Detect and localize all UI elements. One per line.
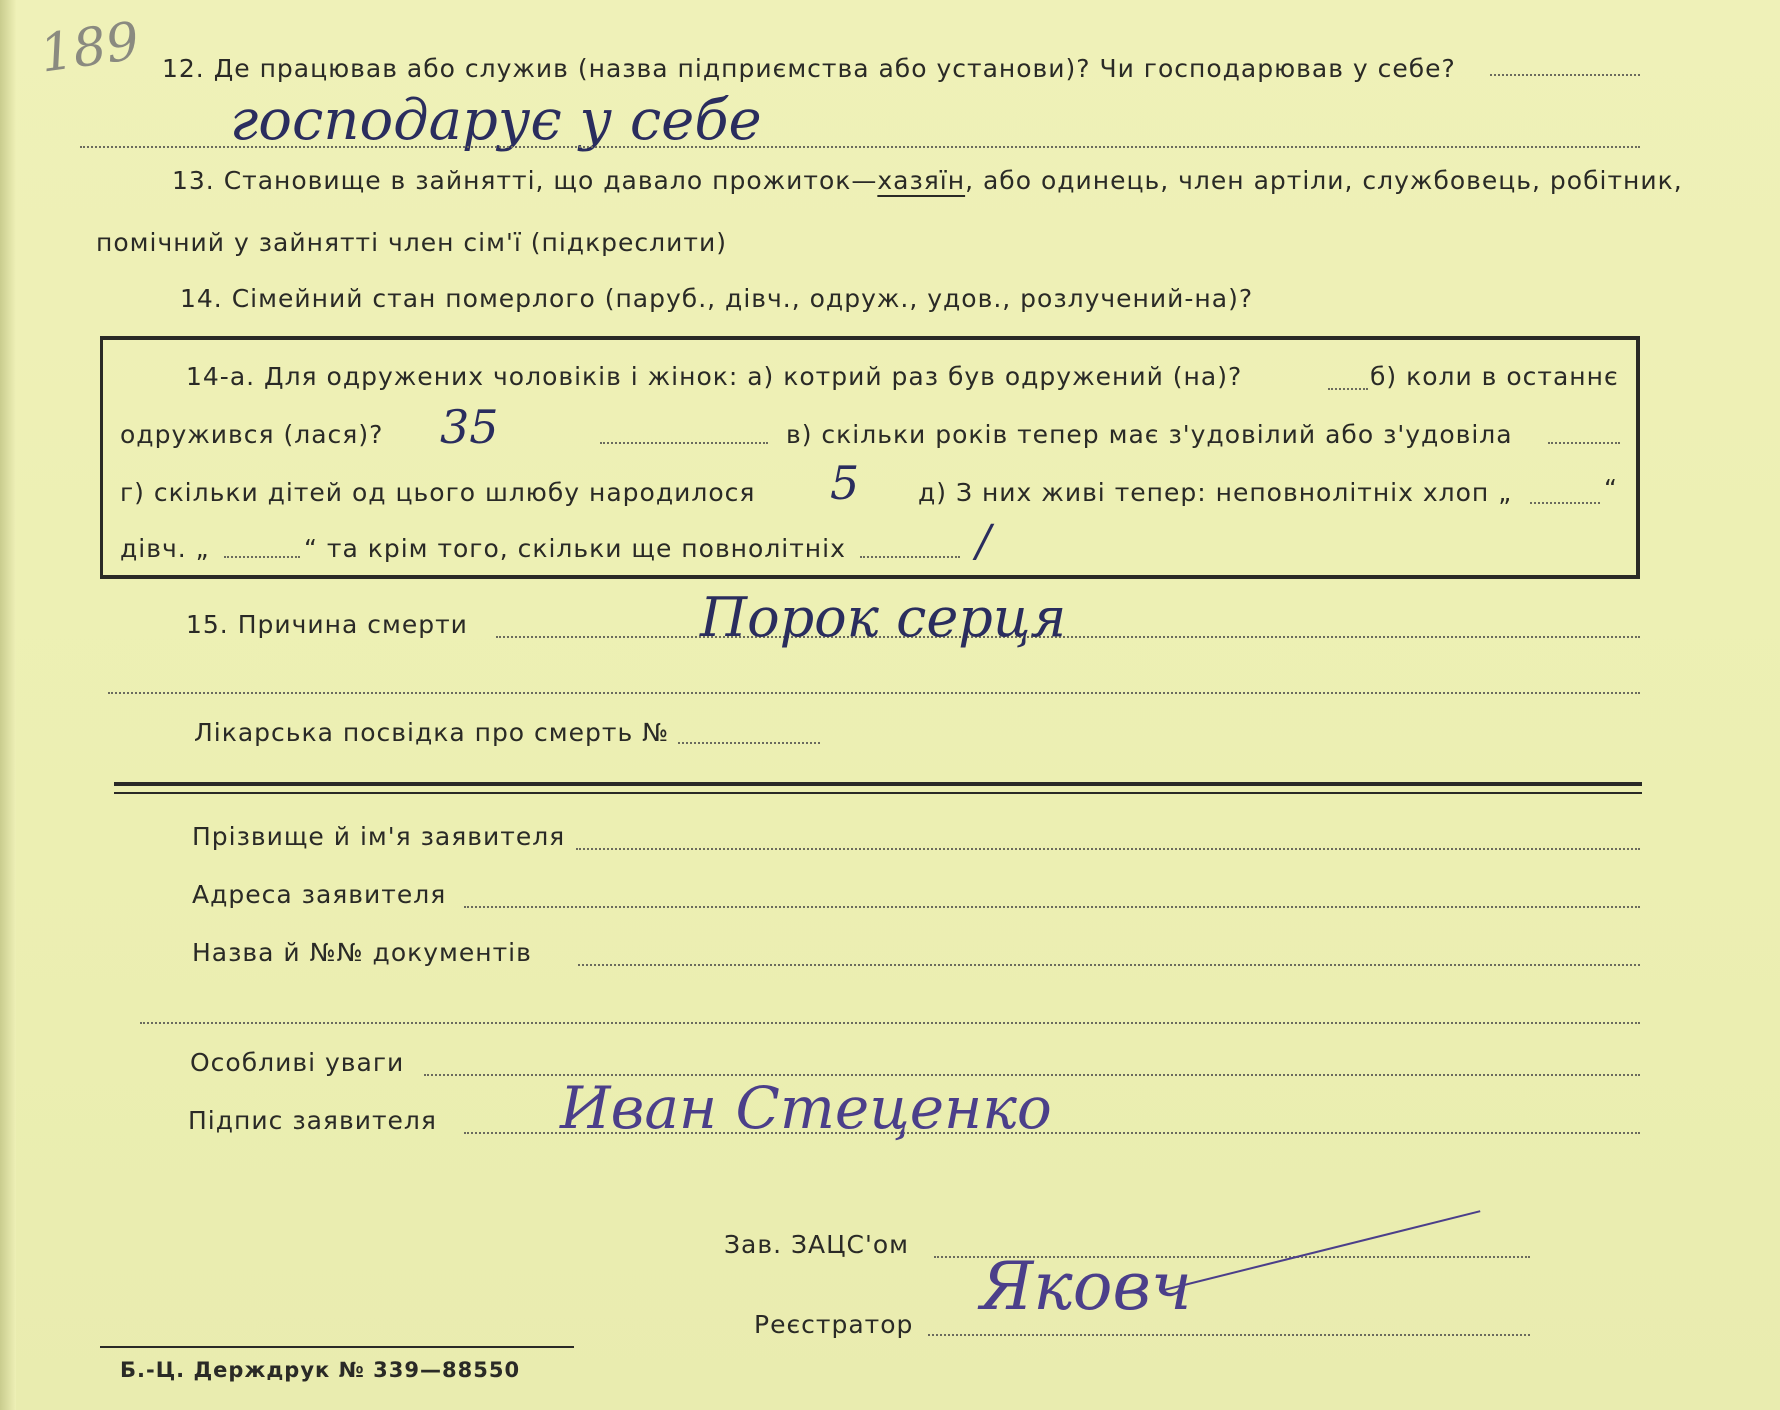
divider-thin bbox=[114, 792, 1642, 794]
q14a-line4b: “ та крім того, скільки ще повнолітніх bbox=[304, 534, 846, 563]
applicant-docs-line bbox=[578, 964, 1640, 966]
q15-fill-line bbox=[496, 636, 1640, 638]
divider-thick bbox=[114, 782, 1642, 786]
applicant-docs-line2 bbox=[140, 1022, 1640, 1024]
q12-label: 12. Де працював або служив (назва підприємства або установи)? Чи господарював у себе? bbox=[162, 54, 1456, 83]
med-cert-label: Лікарська посвідка про смерть № bbox=[194, 718, 670, 747]
q14a-a-fill bbox=[1328, 388, 1368, 390]
q14a-v-fill bbox=[1548, 442, 1620, 444]
page-edge-shadow bbox=[0, 0, 16, 1410]
q12-answer-line bbox=[80, 146, 1640, 148]
q14a-line1: 14-а. Для одружених чоловіків і жінок: а) котрий раз був одружений (на)? bbox=[186, 362, 1243, 391]
q14a-line1b: б) коли в останнє bbox=[1370, 362, 1619, 391]
q13-selected-option: хазяїн bbox=[877, 166, 966, 195]
q14a-line2b: в) скільки років тепер має з'удовілий або з'удовіла bbox=[786, 420, 1513, 449]
registrar-label: Реєстратор bbox=[754, 1310, 914, 1339]
q14a-line3b: д) З них живі тепер: неповнолітніх хлоп „ bbox=[918, 478, 1513, 507]
applicant-address-label: Адреса заявителя bbox=[192, 880, 447, 909]
q14a-line2a: одружився (лася)? bbox=[120, 420, 384, 449]
q14a-children-answer: 5 bbox=[830, 456, 860, 510]
q14a-adults-answer: / bbox=[976, 516, 991, 567]
signature-label: Підпис заявителя bbox=[188, 1106, 437, 1135]
q13-line1 bbox=[172, 166, 1683, 195]
q14a-boys-fill bbox=[1530, 502, 1600, 504]
notes-label: Особливі уваги bbox=[190, 1048, 405, 1077]
registrar-line bbox=[928, 1334, 1530, 1336]
q14a-line3a: г) скільки дітей од цього шлюбу народилося bbox=[120, 478, 756, 507]
q14a-adults-fill bbox=[860, 556, 960, 558]
q13-prefix: 13. Становище в зайнятті, що давало прожиток— bbox=[172, 166, 878, 195]
q12-fill-line bbox=[1490, 74, 1640, 76]
q15-answer: Порок серця bbox=[700, 586, 1067, 649]
head-label: Зав. ЗАЦС'ом bbox=[724, 1230, 909, 1259]
corner-mark: 189 bbox=[36, 11, 143, 85]
registrar-signature: Яковч bbox=[980, 1248, 1192, 1325]
q14a-b-fill bbox=[600, 442, 768, 444]
q13-suffix: , або одинець, член артіли, службовець, робітник, bbox=[965, 166, 1683, 195]
q14a-line3-end: “ bbox=[1604, 474, 1618, 503]
q14a-girls-fill bbox=[224, 556, 300, 558]
footer-rule bbox=[100, 1346, 574, 1348]
q12-answer: господарує у себе bbox=[230, 88, 762, 153]
applicant-signature: Иван Стеценко bbox=[560, 1074, 1052, 1142]
q14a-line4a: дівч. „ bbox=[120, 534, 210, 563]
printer-imprint: Б.-Ц. Держдрук № 339—88550 bbox=[120, 1358, 521, 1382]
med-cert-fill bbox=[678, 742, 820, 744]
applicant-docs-label: Назва й №№ документів bbox=[192, 938, 532, 967]
q14-label: 14. Сімейний стан померлого (паруб., дівч., одруж., удов., розлучений-на)? bbox=[180, 284, 1254, 313]
applicant-name-line bbox=[576, 848, 1640, 850]
q13-line2: помічний у зайнятті член сім'ї (підкреслити) bbox=[96, 228, 727, 257]
q15-label: 15. Причина смерти bbox=[186, 610, 468, 639]
registrar-signature-stroke bbox=[1160, 1210, 1481, 1292]
q15-second-line bbox=[108, 692, 1640, 694]
applicant-address-line bbox=[464, 906, 1640, 908]
applicant-name-label: Прізвище й ім'я заявителя bbox=[192, 822, 566, 851]
q14a-marriage-answer: 35 bbox=[440, 400, 499, 454]
